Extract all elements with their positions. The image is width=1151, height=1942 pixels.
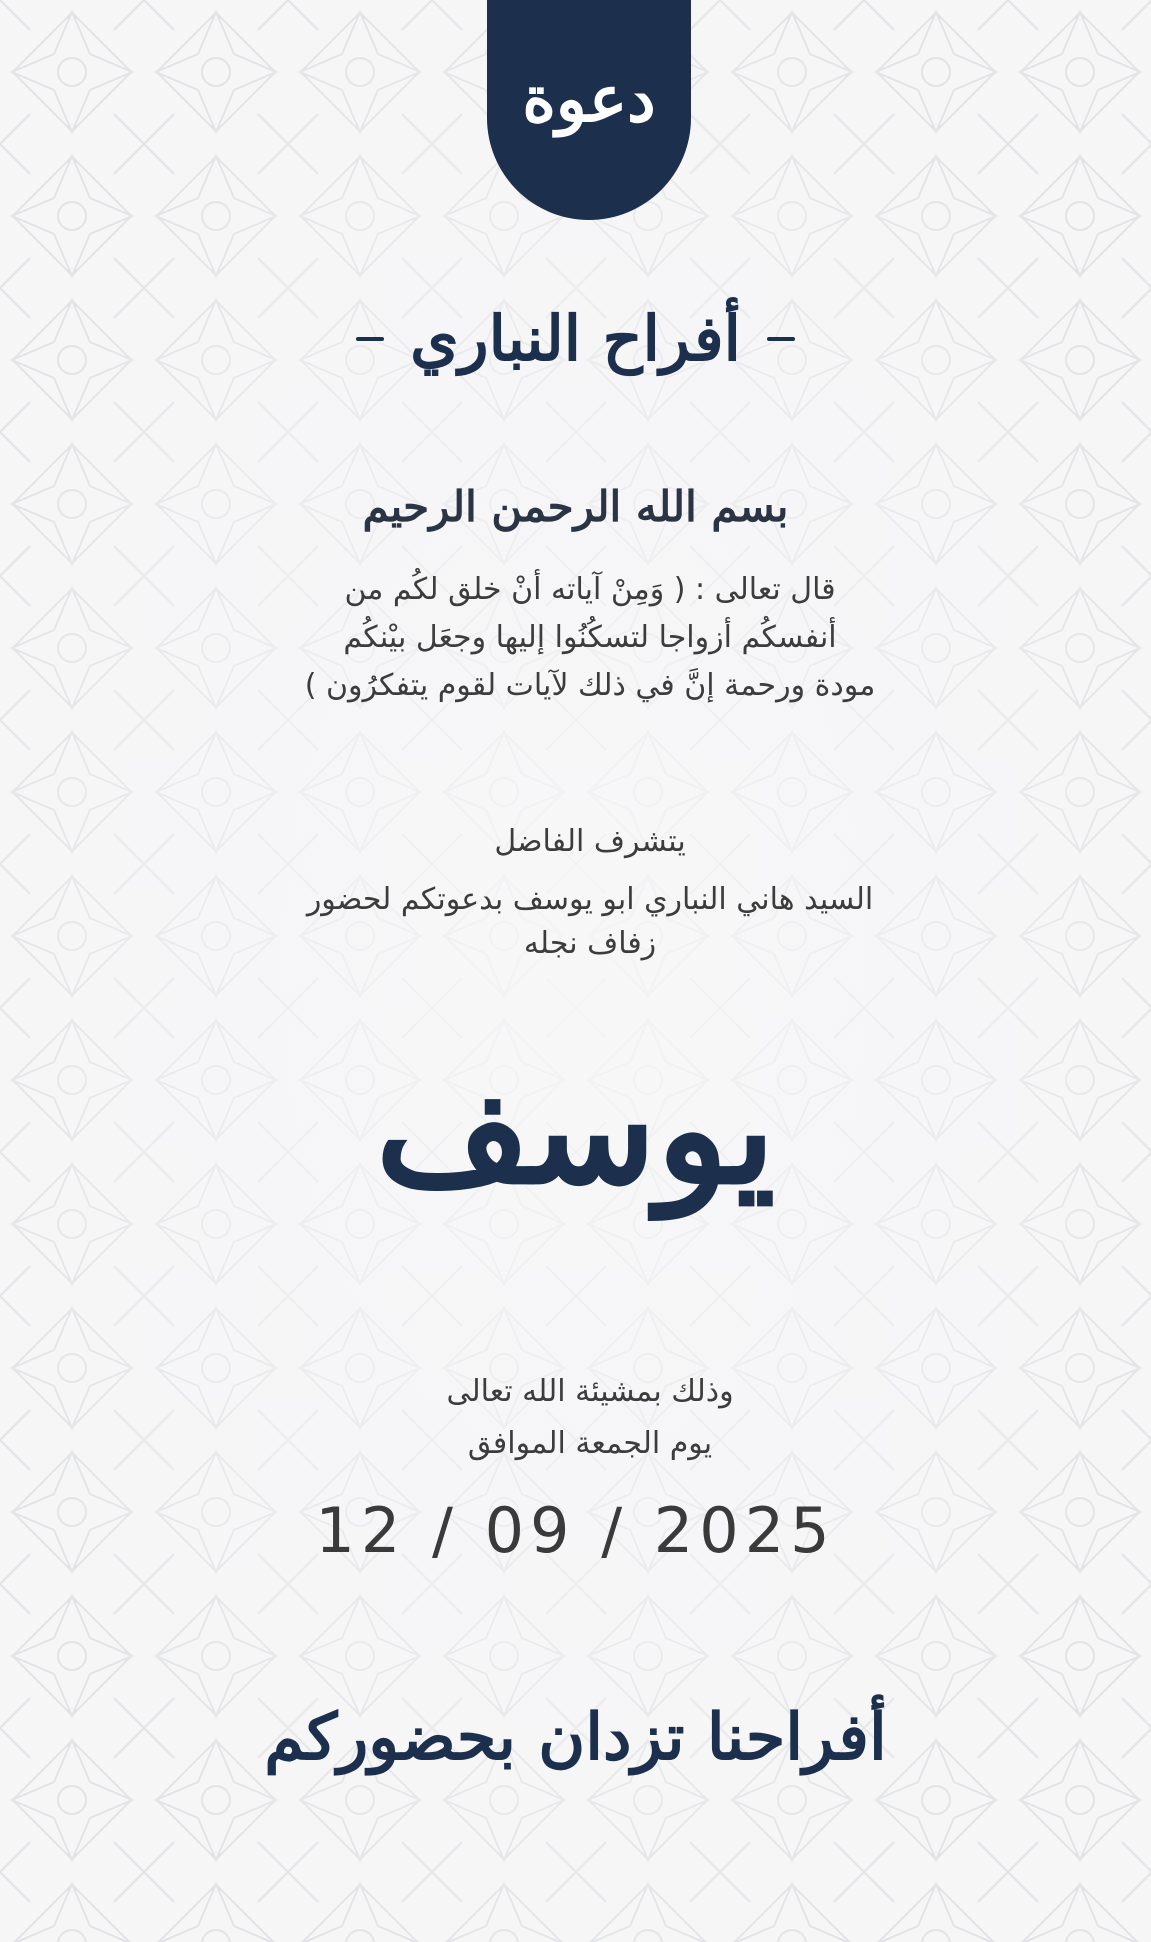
invitation-badge — [487, 0, 691, 220]
details-line: وذلك بمشيئة الله تعالى — [446, 1374, 734, 1409]
event-date: 12 / 09 / 2025 — [315, 1494, 836, 1567]
invitation-line: السيد هاني النباري ابو يوسف بدعوتكم لحضور — [306, 882, 874, 917]
basmala: بسم الله الرحمن الرحيم — [362, 482, 789, 531]
event-details — [280, 1366, 900, 1470]
title-dash-left — [356, 337, 384, 341]
closing-phrase: أفراحنا تزدان بحضوركم — [264, 1700, 887, 1775]
details-line: يوم الجمعة الموافق — [467, 1426, 713, 1461]
groom-name: يوسف — [375, 1042, 776, 1218]
title-dash-right — [767, 337, 795, 341]
badge-label: دعوة — [522, 61, 656, 137]
verse-line: أنفسكُم أزواجا لتسكُنُوا إليها وجعَل بيْنكُم — [343, 620, 837, 655]
family-title — [0, 302, 1151, 375]
invitation-text — [200, 820, 980, 966]
quran-verse — [285, 566, 895, 710]
invitation-heading: يتشرف الفاضل — [494, 824, 686, 859]
verse-line: قال تعالى : ( وَمِنْ آياته أنْ خلق لكُم من — [344, 572, 836, 607]
verse-line: مودة ورحمة إنَّ في ذلك لآيات لقوم يتفكرُون ) — [304, 668, 876, 703]
family-name: أفراح النباري — [410, 302, 741, 375]
invitation-line: زفاف نجله — [523, 926, 657, 961]
